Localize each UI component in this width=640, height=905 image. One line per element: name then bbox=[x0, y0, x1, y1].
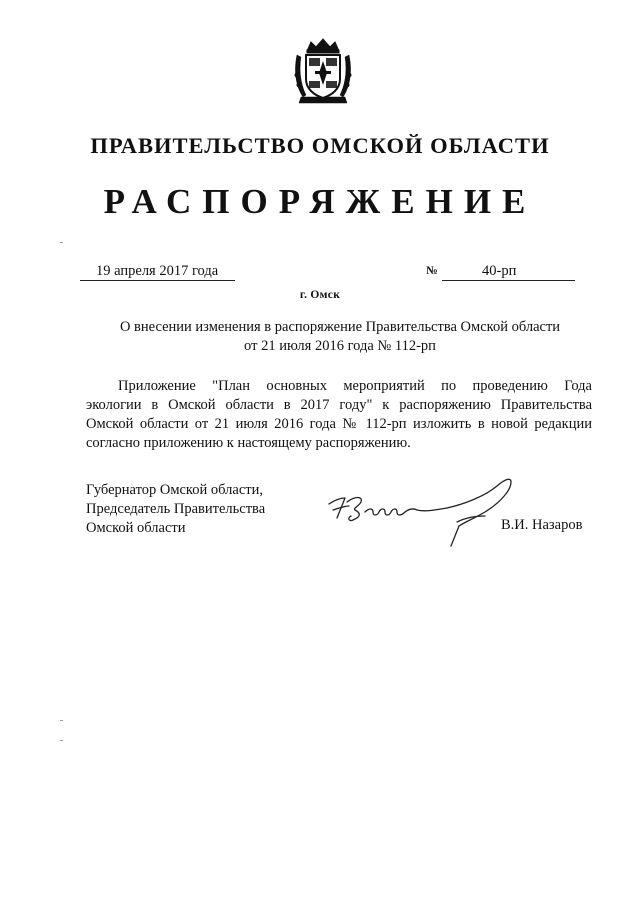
number-underline bbox=[442, 280, 575, 281]
document-type-heading: РАСПОРЯЖЕНИЕ bbox=[103, 182, 537, 221]
subject-line: О внесении изменения в распоряжение Правительства Омской области bbox=[119, 319, 561, 335]
document-number: 40-рп bbox=[482, 263, 517, 279]
signer-title-line: Председатель Правительства bbox=[86, 501, 266, 517]
signer-name: В.И. Назаров bbox=[501, 517, 583, 533]
margin-mark bbox=[60, 242, 63, 243]
city-label: г. Омск bbox=[299, 289, 341, 301]
organization-title: ПРАВИТЕЛЬСТВО ОМСКОЙ ОБЛАСТИ bbox=[90, 133, 550, 158]
date-underline bbox=[80, 280, 235, 281]
margin-mark bbox=[60, 720, 63, 721]
body-text-line: Омской области от 21 июля 2016 года № 112-рп изложить в новой редакции bbox=[86, 416, 592, 432]
margin-mark bbox=[60, 740, 63, 741]
body-text-line: согласно приложению к настоящему распоряжению. bbox=[86, 435, 411, 451]
handwritten-signature bbox=[325, 472, 525, 552]
coat-of-arms-icon bbox=[293, 37, 353, 105]
signer-title-line: Губернатор Омской области, bbox=[86, 482, 263, 498]
document-date: 19 апреля 2017 года bbox=[96, 263, 219, 279]
signer-title-line: Омской области bbox=[86, 520, 186, 536]
body-text-line: Приложение "План основных мероприятий по проведению Года bbox=[118, 378, 592, 394]
number-label: № bbox=[426, 265, 438, 277]
body-text-line: экологии в Омской области в 2017 году" к распоряжению Правительства bbox=[86, 397, 592, 413]
subject-line: от 21 июля 2016 года № 112-рп bbox=[244, 338, 436, 354]
